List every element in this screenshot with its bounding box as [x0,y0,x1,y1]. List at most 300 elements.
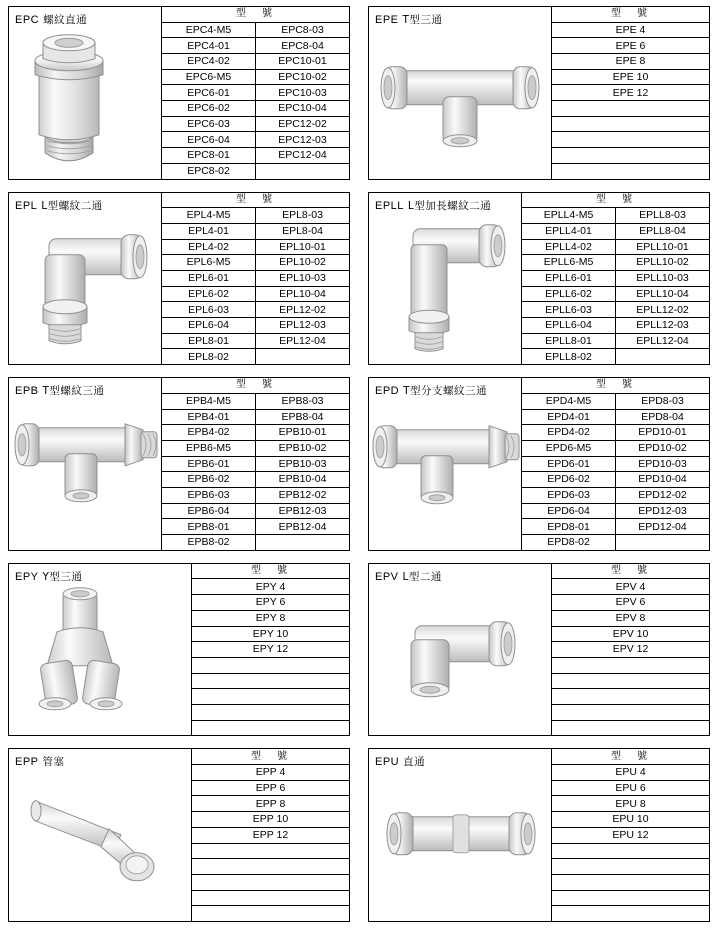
product-name-epl: L型螺紋二通 [41,199,103,212]
model-cell: EPP 6 [192,780,349,796]
model-cell: EPU 4 [552,765,709,781]
model-cell: EPD10-04 [616,472,710,488]
table-row [192,579,349,595]
model-cell: EPP 4 [192,765,349,781]
table-header-model: 型 號 [552,564,709,579]
model-cell: EPLL12-02 [616,302,710,318]
model-cell: EPB6-04 [162,503,256,519]
product-code-epe: EPE [375,14,399,26]
table-row [522,487,709,503]
model-cell: EPB4-01 [162,409,256,425]
model-cell [616,349,710,364]
table-row [162,54,349,70]
cell-epv [360,557,720,743]
table-row [162,333,349,349]
table-row [162,535,349,550]
table-row [552,22,709,38]
model-cell [192,843,349,859]
model-cell: EPD4-01 [522,409,616,425]
model-cell [192,689,349,705]
model-cell: EPD8-01 [522,519,616,535]
table-row [162,409,349,425]
model-cell: EPL8-01 [162,333,256,349]
table-row [552,148,709,164]
model-cell: EPD6-M5 [522,440,616,456]
model-cell: EPLL12-03 [616,318,710,334]
model-cell [192,657,349,673]
model-cell: EPL6-03 [162,302,256,318]
product-card-epl [8,192,350,366]
model-cell: EPB10-01 [256,425,350,441]
model-cell: EPV 10 [552,626,709,642]
model-cell: EPC6-M5 [162,69,256,85]
table-row [552,642,709,658]
model-cell: EPL6-M5 [162,255,256,271]
model-cell: EPD8-04 [616,409,710,425]
model-cell: EPB4-02 [162,425,256,441]
model-cell: EPL6-02 [162,286,256,302]
table-row [162,487,349,503]
model-cell: EPL8-04 [256,223,350,239]
table-row [162,519,349,535]
model-cell: EPB4-M5 [162,393,256,409]
model-cell: EPLL4-01 [522,223,616,239]
product-name-epe: T型三通 [402,14,443,26]
model-cell: EPC10-01 [256,54,350,70]
table-row [192,890,349,906]
model-cell: EPY 12 [192,642,349,658]
table-row [552,116,709,132]
table-row [522,440,709,456]
product-name-epp: 管塞 [42,756,65,769]
model-cell [552,906,709,921]
model-cell [256,163,350,178]
table-row [522,425,709,441]
product-name-epy: Y型三通 [42,570,83,583]
product-title-epu [375,754,425,769]
model-cell: EPLL6-03 [522,302,616,318]
product-table-epe [551,7,709,179]
table-header-model: 型 號 [552,7,709,22]
table-row [162,255,349,271]
cell-epp [0,742,360,928]
model-cell: EPD10-02 [616,440,710,456]
table-row [522,286,709,302]
model-cell: EPV 8 [552,610,709,626]
model-cell: EPD12-03 [616,503,710,519]
model-cell: EPB6-02 [162,472,256,488]
model-cell: EPB6-01 [162,456,256,472]
table-row [192,642,349,658]
product-name-epu: 直通 [403,756,426,769]
model-cell [552,132,709,148]
table-row [162,472,349,488]
product-name-epv: L型二通 [402,570,442,583]
model-cell: EPLL6-M5 [522,255,616,271]
model-cell [552,101,709,117]
table-row [162,456,349,472]
fitting-union-straight-icon [369,749,551,921]
table-row [192,689,349,705]
model-cell: EPB8-01 [162,519,256,535]
cell-epu [360,742,720,928]
model-cell: EPC6-01 [162,85,256,101]
product-code-epc: EPC [15,14,40,26]
model-cell: EPE 6 [552,38,709,54]
model-cell: EPLL10-04 [616,286,710,302]
product-code-epb: EPB [15,385,39,398]
model-cell: EPL12-03 [256,318,350,334]
product-card-epv [368,563,710,737]
model-cell [552,148,709,164]
product-title-epy [15,569,82,584]
model-cell: EPC4-02 [162,54,256,70]
table-row [522,255,709,271]
model-cell [552,163,709,178]
model-cell: EPB6-M5 [162,440,256,456]
product-title-epp [15,754,65,769]
table-header-model: 型 號 [522,378,709,393]
product-table-epb [161,378,349,550]
model-cell: EPU 10 [552,812,709,828]
table-row [162,440,349,456]
model-cell: EPC10-04 [256,101,350,117]
model-cell: EPB10-03 [256,456,350,472]
fitting-y-union-icon [9,564,191,736]
table-row [552,595,709,611]
model-cell: EPC6-02 [162,101,256,117]
product-card-epb [8,377,350,551]
table-row [522,318,709,334]
model-cell: EPD10-03 [616,456,710,472]
product-table-epy [191,564,349,736]
model-cell [552,704,709,720]
product-card-epp [8,748,350,922]
product-card-epu [368,748,710,922]
table-header-model: 型 號 [522,193,709,208]
model-cell [552,689,709,705]
product-code-epu: EPU [375,756,400,769]
model-cell: EPB10-04 [256,472,350,488]
product-image-epv [369,564,551,736]
fitting-run-tee-male-icon [369,378,521,550]
model-cell: EPLL6-01 [522,271,616,287]
model-cell [192,890,349,906]
model-cell [256,349,350,364]
model-cell: EPLL8-03 [616,208,710,224]
product-code-epl: EPL [15,199,38,212]
fitting-elbow-male-icon [9,193,161,365]
model-table [192,749,349,921]
product-image-epb [9,378,161,550]
product-title-epll [375,198,491,213]
model-cell: EPP 12 [192,827,349,843]
model-cell: EPD8-02 [522,535,616,550]
model-cell: EPC10-02 [256,69,350,85]
table-row [192,720,349,735]
product-image-epd [369,378,521,550]
model-table [522,193,709,365]
table-row [162,22,349,38]
model-cell: EPL6-04 [162,318,256,334]
model-cell [552,720,709,735]
table-row [192,827,349,843]
cell-epll [360,186,720,372]
table-row [162,302,349,318]
model-cell: EPB12-02 [256,487,350,503]
table-row [552,69,709,85]
table-row [192,859,349,875]
product-name-epc: 螺紋直通 [43,14,88,26]
table-row [162,239,349,255]
model-cell [192,720,349,735]
table-row [192,796,349,812]
model-cell: EPU 8 [552,796,709,812]
table-row [552,890,709,906]
product-card-epy [8,563,350,737]
table-row [522,223,709,239]
table-row [522,535,709,550]
model-cell: EPU 6 [552,780,709,796]
fitting-straight-male-icon [9,7,161,179]
product-name-epb: T型螺紋三通 [42,385,105,398]
product-image-epl [9,193,161,365]
model-cell: EPE 10 [552,69,709,85]
table-row [162,223,349,239]
table-row [552,859,709,875]
model-cell: EPC6-03 [162,116,256,132]
model-cell: EPC6-04 [162,132,256,148]
model-cell [552,116,709,132]
model-cell: EPU 12 [552,827,709,843]
table-row [192,610,349,626]
table-row [162,349,349,364]
table-row [192,626,349,642]
table-header-model: 型 號 [162,7,349,22]
model-cell: EPL10-01 [256,239,350,255]
model-cell: EPLL8-04 [616,223,710,239]
table-row [162,38,349,54]
table-row [162,148,349,164]
table-header-model: 型 號 [162,378,349,393]
model-cell: EPL8-02 [162,349,256,364]
model-cell: EPV 12 [552,642,709,658]
table-row [552,54,709,70]
table-row [162,271,349,287]
table-row [522,519,709,535]
model-cell: EPV 6 [552,595,709,611]
cell-epy [0,557,360,743]
fitting-plug-icon [9,749,191,921]
table-row [552,765,709,781]
model-cell: EPC8-04 [256,38,350,54]
table-row [192,843,349,859]
model-table [162,378,349,550]
model-cell: EPL4-02 [162,239,256,255]
model-cell: EPY 6 [192,595,349,611]
model-cell: EPC8-01 [162,148,256,164]
model-cell [192,874,349,890]
table-row [192,780,349,796]
model-table [552,7,709,179]
product-code-epy: EPY [15,570,39,583]
cell-epl [0,186,360,372]
model-cell: EPL10-03 [256,271,350,287]
product-table-epl [161,193,349,365]
model-cell: EPY 10 [192,626,349,642]
model-cell: EPLL10-02 [616,255,710,271]
product-title-epd [375,383,487,398]
product-card-epd [368,377,710,551]
table-row [522,271,709,287]
model-cell: EPB8-02 [162,535,256,550]
product-table-epu [551,749,709,921]
model-cell: EPY 4 [192,579,349,595]
table-row [162,208,349,224]
table-row [192,765,349,781]
cell-epc [0,0,360,186]
model-cell: EPB6-03 [162,487,256,503]
product-table-epd [521,378,709,550]
table-row [552,796,709,812]
model-cell: EPP 8 [192,796,349,812]
model-cell: EPV 4 [552,579,709,595]
model-cell [552,890,709,906]
model-cell: EPE 4 [552,22,709,38]
fitting-tee-union-icon [369,7,551,179]
model-cell: EPC8-03 [256,22,350,38]
table-row [522,349,709,364]
table-row [552,720,709,735]
table-row [162,69,349,85]
table-row [552,906,709,921]
model-cell: EPP 10 [192,812,349,828]
table-row [192,906,349,921]
model-cell: EPL8-03 [256,208,350,224]
product-image-epy [9,564,191,736]
table-row [162,286,349,302]
product-code-epll: EPLL [375,199,404,212]
table-row [522,239,709,255]
model-cell [552,843,709,859]
table-row [552,579,709,595]
product-card-epll [368,192,710,366]
product-title-epv [375,569,442,584]
table-row [192,673,349,689]
model-table [192,564,349,736]
model-cell: EPD6-03 [522,487,616,503]
table-row [552,843,709,859]
model-cell: EPD10-01 [616,425,710,441]
model-cell: EPLL4-M5 [522,208,616,224]
model-cell [192,859,349,875]
fitting-branch-tee-male-icon [9,378,161,550]
table-row [552,610,709,626]
product-name-epd: T型分支螺紋三通 [403,385,488,398]
table-row [552,101,709,117]
cell-epb [0,371,360,557]
product-title-epe [375,12,442,27]
product-code-epd: EPD [375,385,400,398]
table-row [552,827,709,843]
table-row [522,472,709,488]
table-row [552,874,709,890]
model-cell: EPY 8 [192,610,349,626]
table-row [522,456,709,472]
table-row [552,85,709,101]
model-cell: EPL12-02 [256,302,350,318]
table-row [522,409,709,425]
model-table [162,7,349,179]
table-row [162,163,349,178]
model-cell: EPL6-01 [162,271,256,287]
table-row [162,116,349,132]
product-table-epp [191,749,349,921]
table-row [162,318,349,334]
table-row [522,503,709,519]
model-cell: EPLL4-02 [522,239,616,255]
product-image-epll [369,193,521,365]
table-row [162,132,349,148]
model-cell: EPLL6-02 [522,286,616,302]
fitting-long-elbow-male-icon [369,193,521,365]
model-cell: EPL4-M5 [162,208,256,224]
table-row [162,101,349,117]
product-card-epc [8,6,350,180]
table-row [552,163,709,178]
model-cell: EPC4-M5 [162,22,256,38]
model-cell: EPD12-04 [616,519,710,535]
table-row [192,812,349,828]
table-row [552,673,709,689]
model-cell [192,704,349,720]
product-code-epp: EPP [15,756,39,769]
table-row [162,425,349,441]
model-cell: EPLL10-01 [616,239,710,255]
model-cell: EPC12-02 [256,116,350,132]
model-cell [256,535,350,550]
model-cell: EPB12-03 [256,503,350,519]
table-row [522,333,709,349]
model-cell: EPL4-01 [162,223,256,239]
table-row [552,704,709,720]
model-cell: EPB8-04 [256,409,350,425]
product-table-epc [161,7,349,179]
model-cell: EPD6-02 [522,472,616,488]
table-row [162,503,349,519]
model-cell: EPD6-01 [522,456,616,472]
model-cell: EPE 12 [552,85,709,101]
table-row [192,595,349,611]
model-cell [616,535,710,550]
product-image-epu [369,749,551,921]
model-cell: EPD6-04 [522,503,616,519]
table-row [552,657,709,673]
fitting-elbow-union-icon [369,564,551,736]
model-table [522,378,709,550]
model-cell [552,874,709,890]
table-row [192,704,349,720]
model-table [162,193,349,365]
table-header-model: 型 號 [192,564,349,579]
model-cell: EPD8-03 [616,393,710,409]
table-row [192,657,349,673]
table-row [522,208,709,224]
model-cell: EPB10-02 [256,440,350,456]
product-card-epe [368,6,710,180]
model-cell: EPC12-04 [256,148,350,164]
product-table-epll [521,193,709,365]
